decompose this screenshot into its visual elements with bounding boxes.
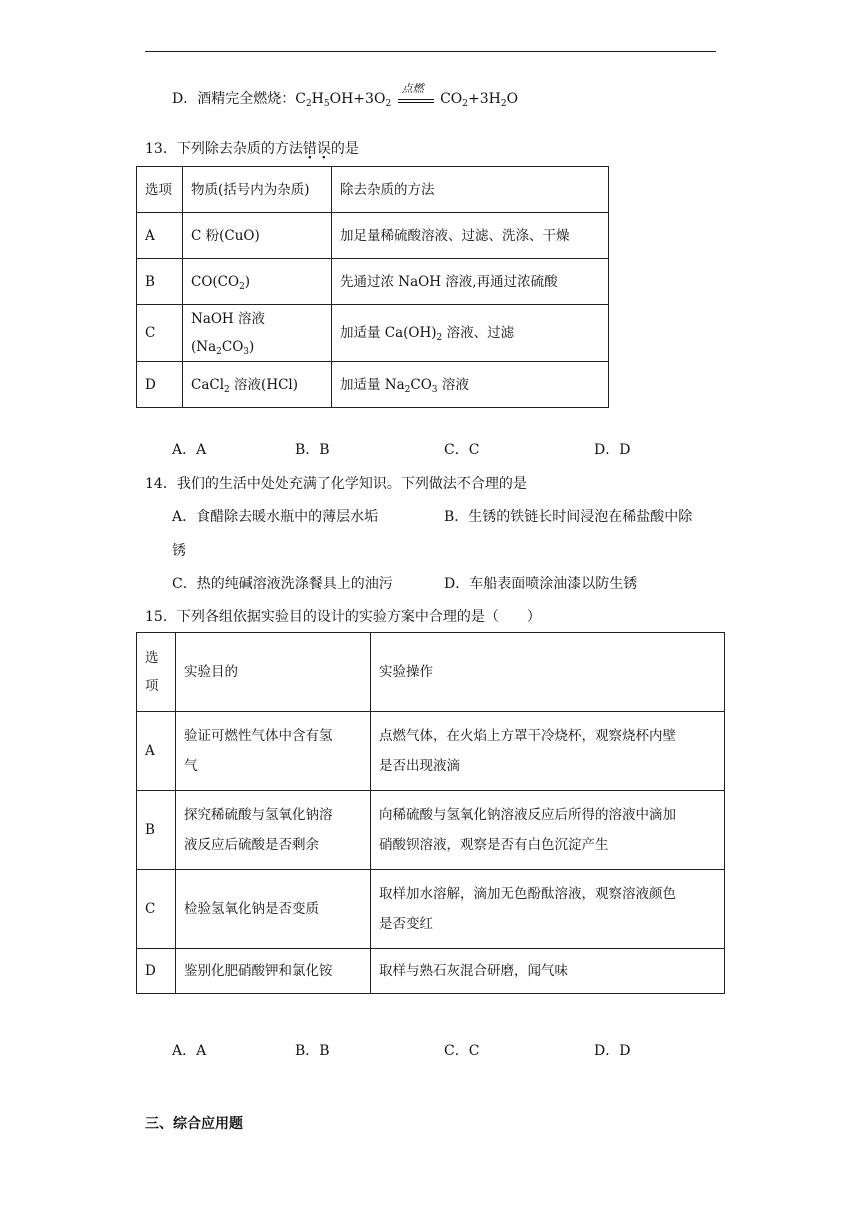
cell-text: CO — [410, 376, 432, 393]
subscript: 3 — [243, 347, 250, 357]
table-row — [137, 870, 725, 949]
formula-part: CO — [440, 91, 463, 107]
cell-text: 是否变红 — [379, 916, 433, 932]
emphasis-char: 误 — [316, 141, 331, 157]
table-row — [137, 791, 725, 870]
table-cell — [332, 362, 609, 408]
table-cell: 鉴别化肥硝酸钾和氯化铵 — [176, 949, 371, 994]
table-row — [137, 259, 609, 305]
formula-part: OH+3O — [329, 91, 386, 107]
table-header: 物质(括号内为杂质) — [183, 167, 332, 213]
table-cell: B — [137, 259, 183, 305]
cell-text: 点燃气体，在火焰上方罩干冷烧杯，观察烧杯内壁 — [379, 728, 676, 744]
formula-part: O — [506, 91, 519, 107]
q13-stem-text: 的是 — [330, 141, 359, 157]
q15-choice-d: D．D — [594, 1043, 631, 1059]
table-cell: C — [137, 870, 176, 949]
table-cell — [183, 305, 332, 362]
reaction-condition: 点燃 — [401, 82, 424, 95]
table-cell — [332, 305, 609, 362]
cell-text: 取样加水溶解，滴加无色酚酞溶液，观察溶液颜色 — [379, 886, 676, 902]
table-cell: C 粉(CuO) — [183, 213, 332, 259]
subscript: 2 — [404, 384, 411, 395]
q12-option-d — [172, 82, 519, 109]
q15-choice-a: A．A — [172, 1043, 207, 1059]
subscript: 2 — [436, 333, 443, 343]
table-header-row — [137, 633, 725, 712]
cell-text: 探究稀硫酸与氢氧化钠溶 — [184, 807, 333, 823]
cell-text: 硝酸钡溶液，观察是否有白色沉淀产生 — [379, 837, 609, 853]
table-cell: B — [137, 791, 176, 870]
header-rule — [145, 51, 716, 52]
q13-table — [136, 166, 609, 408]
table-cell: 取样与熟石灰混合研磨，闻气味 — [371, 949, 725, 994]
section-title: 三、综合应用题 — [145, 1116, 243, 1132]
q12-option-d-text: D．酒精完全燃烧：C — [172, 91, 306, 107]
q13-stem-text: 13．下列除去杂质的方法 — [145, 141, 303, 157]
cell-text: 选 — [145, 650, 159, 666]
cell-text: CaCl — [191, 376, 225, 393]
q14-stem: 14．我们的生活中处处充满了化学知识。下列做法不合理的是 — [145, 476, 527, 492]
q15-choice-c: C．C — [444, 1043, 480, 1059]
table-row — [137, 213, 609, 259]
table-row — [137, 712, 725, 791]
table-cell — [371, 712, 725, 791]
q15-choice-b: B．B — [295, 1043, 330, 1059]
table-cell: 先通过浓 NaOH 溶液,再通过浓硫酸 — [332, 259, 609, 305]
table-cell: D — [137, 949, 176, 994]
table-cell — [176, 712, 371, 791]
q14-option-a: A．食醋除去暖水瓶中的薄层水垢 — [172, 509, 379, 525]
cell-text: 液反应后硫酸是否剩余 — [184, 837, 319, 853]
cell-text: ) — [249, 339, 255, 355]
table-cell: A — [137, 712, 176, 791]
table-cell — [371, 791, 725, 870]
cell-text: 项 — [145, 678, 159, 694]
table-header: 选项 — [137, 167, 183, 213]
table-cell: C — [137, 305, 183, 362]
emphasis-char: 错 — [302, 141, 317, 157]
table-row — [137, 362, 609, 408]
subscript: 2 — [305, 99, 312, 109]
subscript: 2 — [239, 281, 245, 292]
q15-table — [136, 632, 725, 994]
table-header — [137, 633, 176, 712]
q13-choice-b: B．B — [295, 442, 330, 458]
cell-text: 溶液 — [437, 376, 469, 393]
table-cell: A — [137, 213, 183, 259]
table-cell — [183, 362, 332, 408]
table-cell: 加足量稀硫酸溶液、过滤、洗涤、干燥 — [332, 213, 609, 259]
q14-option-b-continued: 锈 — [172, 543, 186, 559]
subscript: 2 — [385, 99, 392, 109]
subscript: 5 — [323, 99, 330, 109]
cell-text: CO — [221, 339, 244, 355]
table-cell — [183, 259, 332, 305]
cell-text: 向稀硫酸与氢氧化钠溶液反应后所得的溶液中滴加 — [379, 807, 676, 823]
table-cell — [176, 791, 371, 870]
q14-option-c: C．热的纯碱溶液洗涤餐具上的油污 — [172, 576, 393, 592]
cell-text: 溶液、过滤 — [442, 325, 515, 341]
table-cell: D — [137, 362, 183, 408]
q14-option-d: D．车船表面喷涂油漆以防生锈 — [444, 576, 638, 592]
q13-stem — [145, 138, 359, 158]
table-row — [137, 949, 725, 994]
subscript: 3 — [431, 384, 438, 395]
cell-text: CO(CO — [191, 273, 240, 290]
cell-text: 加适量 Ca(OH) — [340, 325, 437, 341]
cell-text: 加适量 Na — [340, 376, 405, 393]
table-cell: 检验氢氧化钠是否变质 — [176, 870, 371, 949]
q13-choice-d: D．D — [594, 442, 631, 458]
subscript: 2 — [462, 99, 469, 109]
table-header: 实验操作 — [371, 633, 725, 712]
formula-part: H — [311, 91, 324, 107]
table-header: 实验目的 — [176, 633, 371, 712]
table-header-row — [137, 167, 609, 213]
subscript: 2 — [224, 384, 230, 395]
table-row — [137, 305, 609, 362]
q13-choice-a: A．A — [172, 442, 207, 458]
cell-text: 验证可燃性气体中含有氢 — [184, 728, 333, 744]
cell-text: NaOH 溶液(Na — [191, 311, 265, 355]
reaction-condition-arrow — [398, 82, 434, 106]
cell-text: 是否出现液滴 — [379, 758, 460, 774]
q14-option-b: B．生锈的铁链长时间浸泡在稀盐酸中除 — [444, 509, 693, 525]
cell-text: 溶液(HCl) — [229, 376, 299, 393]
subscript: 2 — [216, 347, 222, 357]
table-cell — [371, 870, 725, 949]
formula-part: +3H — [468, 91, 501, 107]
subscript: 2 — [500, 99, 507, 109]
cell-text: 气 — [184, 758, 198, 774]
q13-choice-c: C．C — [444, 442, 480, 458]
cell-text: ) — [244, 273, 251, 290]
q15-stem: 15．下列各组依据实验目的设计的实验方案中合理的是（ ） — [145, 609, 541, 625]
table-header: 除去杂质的方法 — [332, 167, 609, 213]
